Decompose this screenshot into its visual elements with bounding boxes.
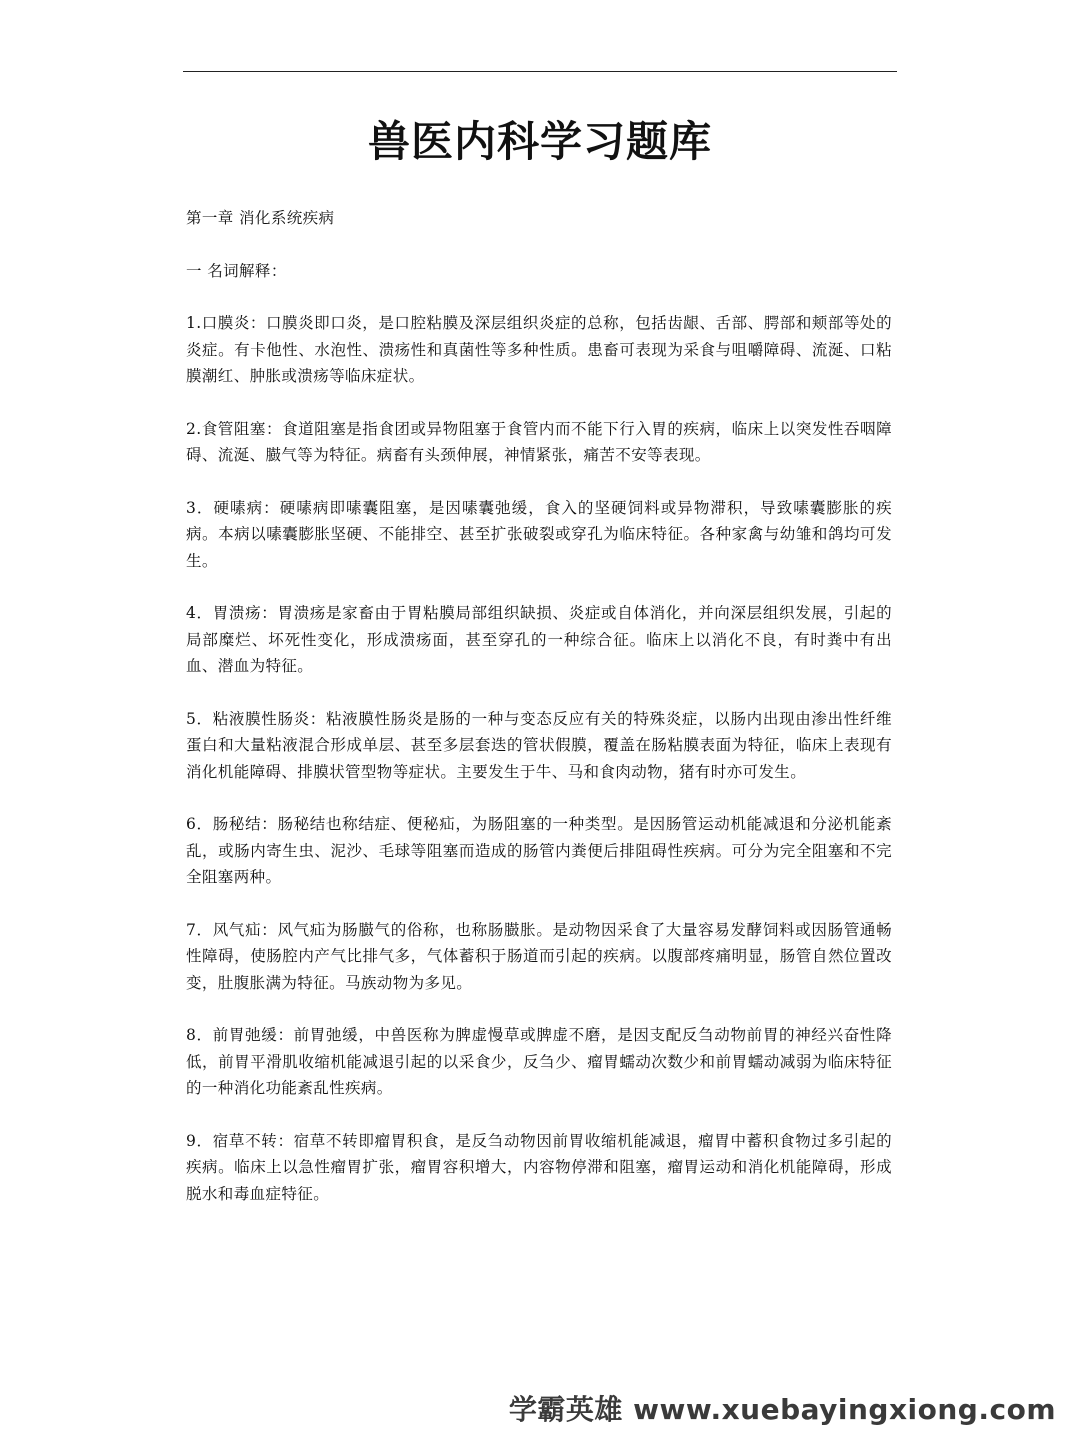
chapter-heading: 第一章 消化系统疾病 (186, 209, 335, 227)
term-entry-4: 4．胃溃疡：胃溃疡是家畜由于胃粘膜局部组织缺损、炎症或自体消化，并向深层组织发展，引起的局部糜烂、坏死性变化，形成溃疡面，甚至穿孔的一种综合征。临床上以消化不良，有时粪中有出血、潜血为特征。 (186, 604, 892, 675)
section-heading: 一 名词解释： (186, 261, 287, 280)
site-watermark: 学霸英雄 www.xuebayingxiong.com (508, 1393, 1056, 1426)
term-entry-7: 7．风气疝：风气疝为肠臌气的俗称，也称肠臌胀。是动物因采食了大量容易发酵饲料或因肠管通畅性障碍，使肠腔内产气比排气多，气体蓄积于肠道而引起的疾病。以腹部疼痛明显，肠管自然位置改变，肚腹胀满为特征。马族动物为多见。 (186, 920, 892, 992)
term-entry-5: 5．粘液膜性肠炎：粘液膜性肠炎是肠的一种与变态反应有关的特殊炎症，以肠内出现由渗出性纤维蛋白和大量粘液混合形成单层、甚至多层套迭的管状假膜，覆盖在肠粘膜表面为特征，临床上表现有消化机能障碍、排膜状管型物等症状。主要发生于牛、马和食肉动物，猪有时亦可发生。 (186, 709, 892, 781)
header-rule (183, 71, 897, 72)
document-title: 兽医内科学习题库 (367, 117, 712, 166)
document-body (186, 205, 892, 1233)
term-entry-9: 9．宿草不转：宿草不转即瘤胃积食，是反刍动物因前胃收缩机能减退，瘤胃中蓄积食物过多引起的疾病。临床上以急性瘤胃扩张，瘤胃容积增大，内容物停滞和阻塞，瘤胃运动和消化机能障碍，形成脱水和毒血症特征。 (186, 1131, 892, 1203)
term-entry-6: 6．肠秘结：肠秘结也称结症、便秘疝，为肠阻塞的一种类型。是因肠管运动机能减退和分泌机能紊乱，或肠内寄生虫、泥沙、毛球等阻塞而造成的肠管内粪便后排阻碍性疾病。可分为完全阻塞和不完全阻塞两种。 (186, 815, 892, 886)
term-entry-3: 3．硬嗉病：硬嗉病即嗉囊阻塞，是因嗉囊弛缓，食入的坚硬饲料或异物滞积，导致嗉囊膨胀的疾病。本病以嗉囊膨胀坚硬、不能排空、甚至扩张破裂或穿孔为临床特征。各种家禽与幼雏和鸽均可发生。 (186, 498, 892, 570)
term-entry-8: 8．前胃弛缓：前胃弛缓，中兽医称为脾虚慢草或脾虚不磨，是因支配反刍动物前胃的神经兴奋性降低，前胃平滑肌收缩机能减退引起的以采食少，反刍少、瘤胃蠕动次数少和前胃蠕动减弱为临床特征的一种消化功能紊乱性疾病。 (186, 1026, 892, 1097)
term-entry-1: 1.口膜炎：口膜炎即口炎，是口腔粘膜及深层组织炎症的总称，包括齿龈、舌部、腭部和颊部等处的炎症。有卡他性、水泡性、溃疡性和真菌性等多种性质。患畜可表现为采食与咀嚼障碍、流涎、口粘膜潮红、肿胀或溃疡等临床症状。 (186, 314, 892, 385)
term-entry-2: 2.食管阻塞：食道阻塞是指食团或异物阻塞于食管内而不能下行入胃的疾病，临床上以突发性吞咽障碍、流涎、臌气等为特征。病畜有头颈伸展，神情紧张，痛苦不安等表现。 (186, 419, 892, 464)
